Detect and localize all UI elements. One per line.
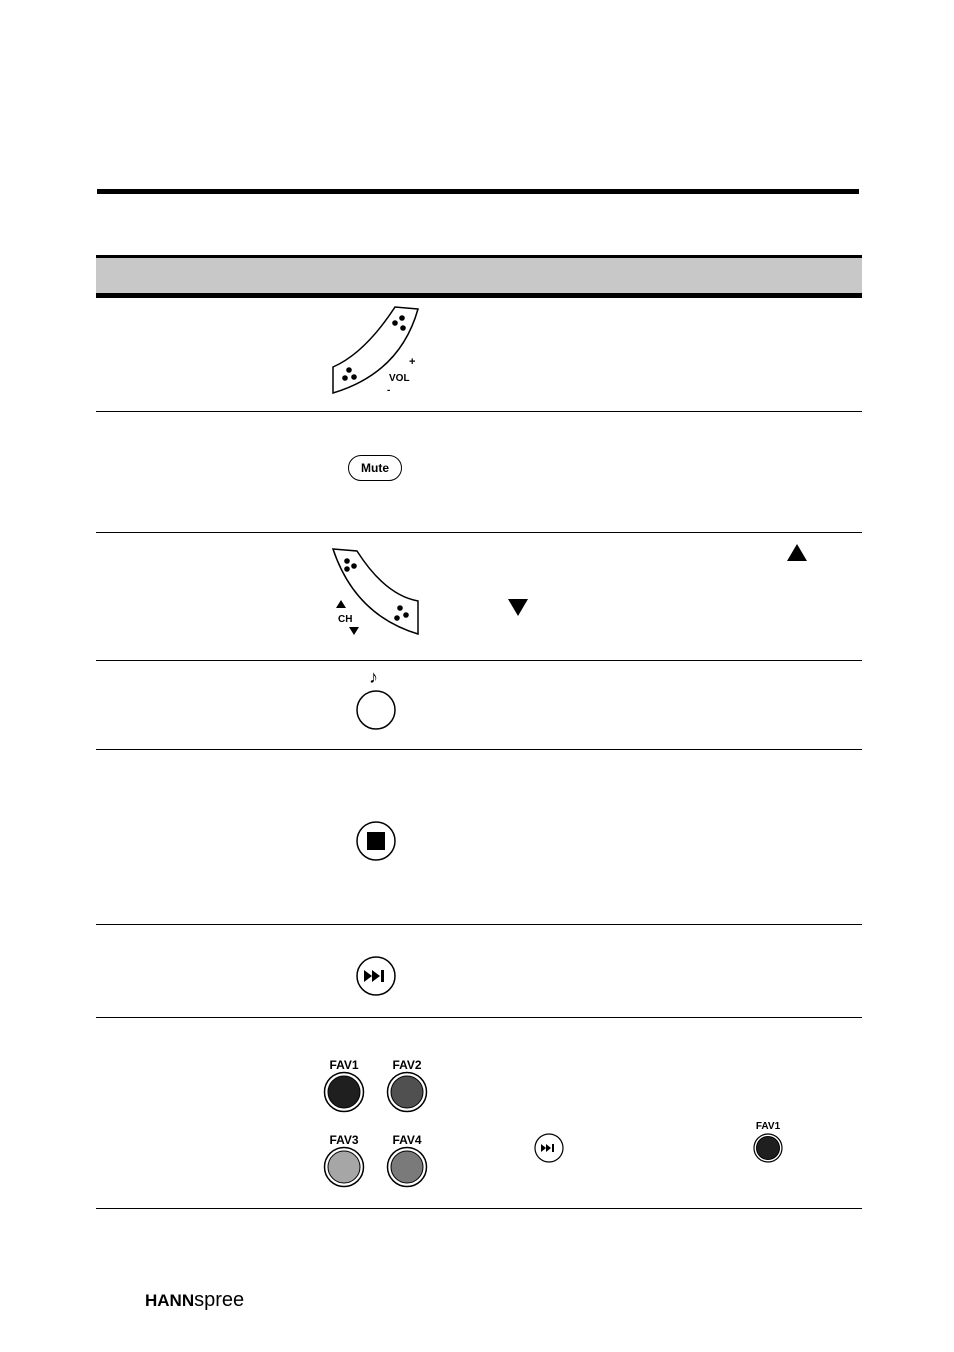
fav4-label: FAV4 <box>392 1133 422 1147</box>
audio-button[interactable] <box>355 689 397 731</box>
ch-label: CH <box>338 614 353 625</box>
row-divider <box>96 1208 862 1209</box>
dot-icon <box>344 566 350 572</box>
row-divider <box>96 924 862 925</box>
row-divider <box>96 749 862 750</box>
ch-rocker-button[interactable] <box>325 545 425 640</box>
vol-rocker-button[interactable] <box>325 303 425 398</box>
brand-light: spree <box>194 1289 245 1311</box>
fav1-button[interactable] <box>323 1071 365 1113</box>
dot-icon <box>399 315 405 321</box>
dot-icon <box>392 320 398 326</box>
stop-button[interactable] <box>355 820 397 862</box>
vol-plus-label: + <box>409 356 416 368</box>
stop-icon <box>367 832 385 850</box>
dot-icon <box>403 612 409 618</box>
brand-bold: HANN <box>145 1291 195 1310</box>
brand-logo <box>145 1289 244 1312</box>
fav3-button[interactable] <box>323 1146 365 1188</box>
top-rule <box>97 189 859 194</box>
dot-icon <box>342 375 348 381</box>
row-divider <box>96 532 862 533</box>
dot-icon <box>346 367 352 373</box>
inline-skip-next-icon <box>534 1133 564 1163</box>
row-divider <box>96 660 862 661</box>
ch-down-arrow-icon <box>349 627 359 635</box>
fav1-label: FAV1 <box>329 1058 359 1072</box>
dot-icon <box>394 615 400 621</box>
dot-icon <box>400 325 406 331</box>
vol-minus-label: - <box>387 385 391 396</box>
mute-button[interactable]: Mute <box>348 455 402 481</box>
fav4-button[interactable] <box>386 1146 428 1188</box>
dot-icon <box>351 563 357 569</box>
skip-next-button[interactable] <box>355 955 397 997</box>
inline-fav1-icon <box>753 1133 783 1163</box>
fav2-label: FAV2 <box>392 1058 422 1072</box>
fav2-button[interactable] <box>386 1071 428 1113</box>
row-divider <box>96 1017 862 1018</box>
vol-label: VOL <box>389 373 410 384</box>
table-header <box>96 255 862 298</box>
dot-icon <box>344 558 350 564</box>
triangle-down-icon <box>507 597 529 617</box>
triangle-up-icon <box>786 543 808 563</box>
ch-up-arrow-icon <box>336 600 346 608</box>
dot-icon <box>397 605 403 611</box>
fav3-label: FAV3 <box>329 1133 359 1147</box>
music-note-icon: ♪ <box>369 667 378 687</box>
inline-fav1-label: FAV1 <box>755 1121 781 1132</box>
row-divider <box>96 411 862 412</box>
dot-icon <box>351 374 357 380</box>
